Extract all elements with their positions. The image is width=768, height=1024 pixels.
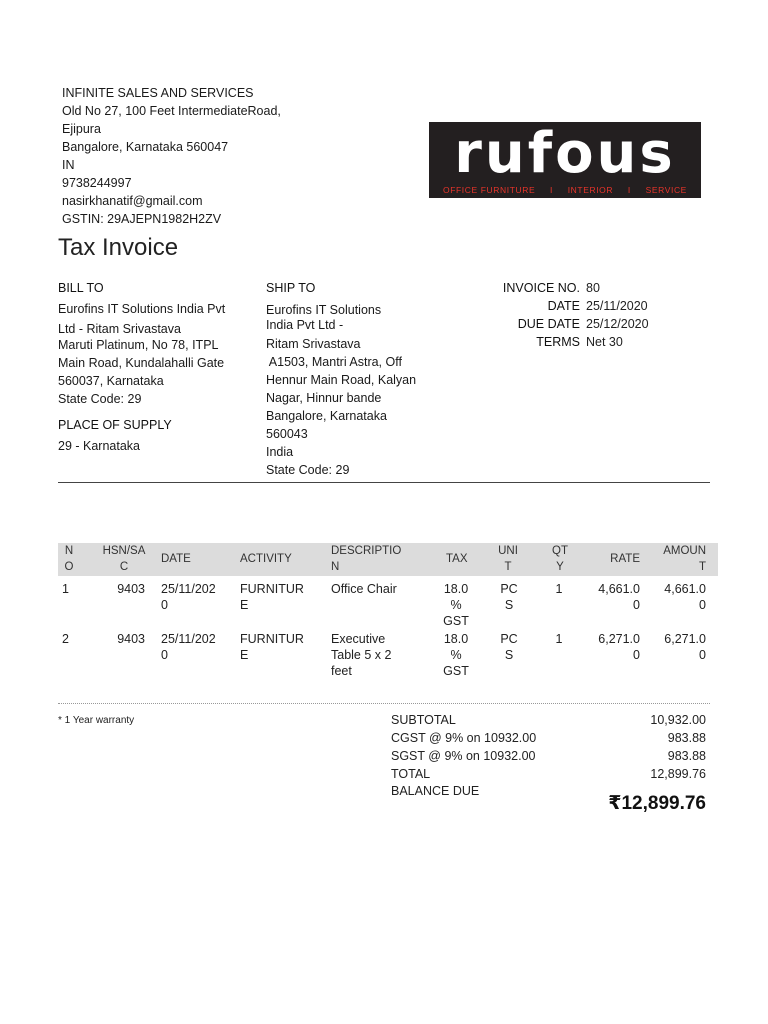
cell-tax bbox=[436, 631, 476, 679]
ship-to-line: 560043 bbox=[266, 427, 308, 441]
balance-due-label: BALANCE DUE bbox=[391, 784, 480, 798]
bill-to-state-code: State Code: 29 bbox=[58, 392, 142, 406]
place-of-supply-value: 29 - Karnataka bbox=[58, 439, 140, 453]
logo-tagline-part: SERVICE bbox=[645, 185, 687, 195]
cell-text: 0 bbox=[699, 648, 706, 662]
cell-date bbox=[161, 581, 216, 613]
cell-text: 18.0 bbox=[443, 632, 469, 646]
company-phone: 9738244997 bbox=[62, 176, 132, 190]
cell-text: E bbox=[240, 598, 249, 612]
cell-no: 2 bbox=[62, 632, 69, 646]
invoice-date-row bbox=[480, 297, 649, 315]
col-header-text: C bbox=[119, 561, 129, 573]
ship-to-line: A1503, Mantri Astra, Off bbox=[266, 355, 402, 369]
col-header-hsn bbox=[100, 543, 148, 575]
company-name: INFINITE SALES AND SERVICES bbox=[62, 86, 254, 100]
col-header-text: HSN/SA bbox=[102, 545, 146, 557]
cell-text: 6,271.0 bbox=[664, 632, 706, 646]
col-header-text: N bbox=[331, 561, 340, 573]
cell-text: 6,271.0 bbox=[598, 632, 640, 646]
cell-text: 0 bbox=[633, 598, 640, 612]
subtotal-value: 10,932.00 bbox=[650, 713, 706, 727]
cell-text: GST bbox=[443, 664, 469, 678]
col-header-text: AMOUN bbox=[663, 545, 706, 557]
company-email: nasirkhanatif@gmail.com bbox=[62, 194, 203, 208]
document-title: Tax Invoice bbox=[58, 234, 179, 261]
company-address-line: Bangalore, Karnataka 560047 bbox=[62, 140, 229, 154]
cell-description bbox=[331, 581, 397, 597]
cell-qty: 1 bbox=[555, 582, 563, 596]
bill-to-line: Ltd - Ritam Srivastava bbox=[58, 322, 181, 336]
cell-unit bbox=[496, 631, 522, 663]
col-header-unit bbox=[494, 543, 522, 575]
bill-to-line: Maruti Platinum, No 78, ITPL bbox=[58, 338, 219, 352]
col-header-no bbox=[62, 543, 76, 575]
cell-qty: 1 bbox=[555, 632, 563, 646]
cell-tax bbox=[436, 581, 476, 629]
cell-text: 4,661.0 bbox=[664, 582, 706, 596]
terms-row bbox=[480, 333, 649, 351]
cell-text: E bbox=[240, 648, 249, 662]
cell-text: % bbox=[450, 598, 462, 612]
place-of-supply-label: PLACE OF SUPPLY bbox=[58, 418, 172, 432]
company-address-line: Ejipura bbox=[62, 122, 101, 136]
due-date-label: DUE DATE bbox=[517, 317, 580, 331]
cell-text: S bbox=[504, 598, 514, 612]
col-header-text: N bbox=[64, 545, 74, 557]
ship-to-line: Nagar, Hinnur bande bbox=[266, 391, 382, 405]
totals-divider bbox=[58, 703, 710, 704]
cell-text: 0 bbox=[161, 598, 168, 612]
cell-no: 1 bbox=[62, 582, 69, 596]
cgst-label: CGST @ 9% on 10932.00 bbox=[391, 731, 537, 745]
warranty-note: * 1 Year warranty bbox=[58, 715, 135, 726]
subtotal-label: SUBTOTAL bbox=[391, 713, 456, 727]
logo-tagline bbox=[443, 185, 687, 195]
cell-rate bbox=[590, 581, 640, 613]
cell-text: 4,661.0 bbox=[598, 582, 640, 596]
cell-text: 0 bbox=[699, 598, 706, 612]
cell-amount bbox=[656, 631, 706, 663]
bill-to-line: 560037, Karnataka bbox=[58, 374, 164, 388]
logo-tagline-part: OFFICE FURNITURE bbox=[443, 185, 536, 195]
company-address-line: Old No 27, 100 Feet IntermediateRoad, bbox=[62, 104, 281, 118]
col-header-amount bbox=[660, 543, 706, 575]
ship-to-line: Eurofins IT Solutions bbox=[266, 303, 382, 317]
cell-text: Office Chair bbox=[331, 582, 397, 596]
ship-to-block bbox=[266, 279, 436, 479]
cell-text: PC bbox=[500, 582, 518, 596]
ship-to-state-code: State Code: 29 bbox=[266, 463, 350, 477]
ship-to-line: Ritam Srivastava bbox=[266, 337, 361, 351]
bill-to-line: Eurofins IT Solutions India Pvt bbox=[58, 302, 226, 316]
terms-value: Net 30 bbox=[586, 335, 623, 349]
cell-text: Executive bbox=[331, 632, 386, 646]
col-header-text: UNI bbox=[498, 545, 518, 557]
col-header-text: O bbox=[64, 561, 74, 573]
cell-description bbox=[331, 631, 391, 679]
cell-hsn: 9403 bbox=[117, 582, 145, 596]
col-header-text: T bbox=[698, 561, 706, 573]
cell-rate bbox=[590, 631, 640, 663]
cell-text: FURNITUR bbox=[240, 632, 304, 646]
logo-tagline-part: INTERIOR bbox=[567, 185, 614, 195]
sgst-label: SGST @ 9% on 10932.00 bbox=[391, 749, 536, 763]
cell-text: S bbox=[504, 648, 514, 662]
company-block bbox=[62, 84, 281, 228]
invoice-number-label: INVOICE NO. bbox=[502, 281, 580, 295]
ship-to-line: India Pvt Ltd - bbox=[266, 318, 344, 332]
company-country: IN bbox=[62, 158, 75, 172]
col-header-text: T bbox=[504, 561, 512, 573]
cell-text: 18.0 bbox=[443, 582, 469, 596]
section-divider bbox=[58, 482, 710, 483]
bill-to-line: Main Road, Kundalahalli Gate bbox=[58, 356, 225, 370]
cell-text: 25/11/202 bbox=[161, 632, 216, 646]
due-date-value: 25/12/2020 bbox=[586, 317, 649, 331]
cell-text: 0 bbox=[161, 648, 168, 662]
invoice-number-value: 80 bbox=[586, 281, 600, 295]
cell-activity bbox=[240, 581, 304, 613]
cell-text: 25/11/202 bbox=[161, 582, 216, 596]
logo-tagline-separator: I bbox=[549, 185, 553, 195]
cell-activity bbox=[240, 631, 304, 663]
cell-date bbox=[161, 631, 216, 663]
invoice-date-value: 25/11/2020 bbox=[586, 299, 648, 313]
total-label: TOTAL bbox=[391, 767, 431, 781]
cell-text: 0 bbox=[633, 648, 640, 662]
cell-text: feet bbox=[331, 664, 352, 678]
col-header-activity: ACTIVITY bbox=[240, 553, 292, 565]
invoice-date-label: DATE bbox=[547, 299, 580, 313]
cell-amount bbox=[656, 581, 706, 613]
invoice-number-row bbox=[480, 279, 649, 297]
col-header-text: QT bbox=[552, 545, 568, 557]
total-value: 12,899.76 bbox=[650, 767, 706, 781]
col-header-rate: RATE bbox=[610, 553, 640, 565]
company-gstin: GSTIN: 29AJEPN1982H2ZV bbox=[62, 212, 222, 226]
cgst-value: 983.88 bbox=[667, 731, 706, 745]
ship-to-line: Bangalore, Karnataka bbox=[266, 409, 387, 423]
cell-unit bbox=[496, 581, 522, 613]
ship-to-label: SHIP TO bbox=[266, 281, 316, 295]
cell-text: Table 5 x 2 bbox=[331, 648, 392, 662]
col-header-text: Y bbox=[556, 561, 564, 573]
logo-tagline-separator: I bbox=[627, 185, 631, 195]
logo-brand-text: rufous bbox=[454, 122, 676, 186]
bill-to-block bbox=[58, 279, 243, 455]
cell-text: PC bbox=[500, 632, 518, 646]
bill-to-label: BILL TO bbox=[58, 281, 104, 295]
cell-text: % bbox=[450, 648, 462, 662]
ship-to-line: India bbox=[266, 445, 294, 459]
cell-hsn: 9403 bbox=[117, 632, 145, 646]
col-header-date: DATE bbox=[161, 553, 191, 565]
terms-label: TERMS bbox=[536, 335, 580, 349]
due-date-row bbox=[480, 315, 649, 333]
cell-text: FURNITUR bbox=[240, 582, 304, 596]
invoice-meta bbox=[480, 279, 649, 351]
col-header-qty bbox=[547, 543, 573, 575]
balance-due-amount: ₹12,899.76 bbox=[608, 793, 706, 814]
ship-to-line: Hennur Main Road, Kalyan bbox=[266, 373, 417, 387]
col-header-description bbox=[331, 543, 401, 575]
cell-text: GST bbox=[443, 614, 469, 628]
rufous-logo bbox=[429, 122, 701, 198]
sgst-value: 983.88 bbox=[667, 749, 706, 763]
col-header-tax: TAX bbox=[446, 553, 468, 565]
col-header-text: DESCRIPTIO bbox=[331, 545, 402, 557]
